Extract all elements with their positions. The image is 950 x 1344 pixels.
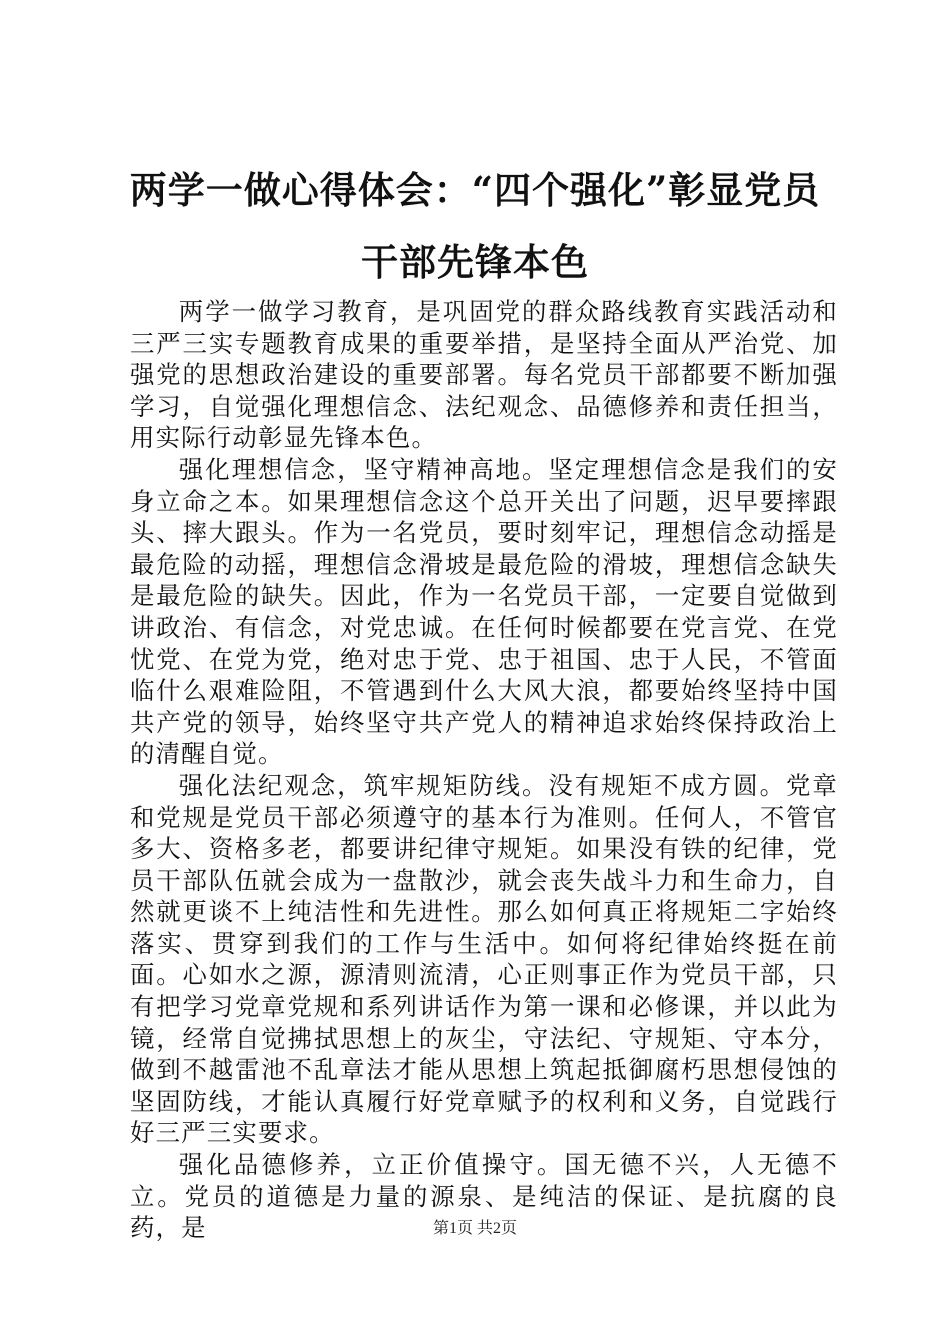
- paragraph: 两学一做学习教育，是巩固党的群众路线教育实践活动和三严三实专题教育成果的重要举措，是坚持全面从严治党、加强党的思想政治建设的重要部署。每名党员干部都要不断加强学习，自觉强化理想信念、法纪观念、品德修养和责任担当，用实际行动彰显先锋本色。: [130, 297, 838, 453]
- document-body: [130, 296, 838, 1244]
- paragraph: 强化法纪观念，筑牢规矩防线。没有规矩不成方圆。党章和党规是党员干部必须遵守的基本行为准则。任何人，不管官多大、资格多老，都要讲纪律守规矩。如果没有铁的纪律，党员干部队伍就会成为一盘散沙，就会丧失战斗力和生命力，自然就更谈不上纯洁性和先进性。那么如何真正将规矩二字始终落实、贯穿到我们的工作与生活中。如何将纪律始终挺在前面。心如水之源，源清则流清，心正则事正作为党员干部，只有把学习党章党规和系列讲话作为第一课和必修课，并以此为镜，经常自觉拂拭思想上的灰尘，守法纪、守规矩、守本分，做到不越雷池不乱章法才能从思想上筑起抵御腐朽思想侵蚀的坚固防线，才能认真履行好党章赋予的权利和义务，自觉践行好三严三实要求。: [130, 770, 838, 1148]
- document-title: 两学一做心得体会：“四个强化”彰显党员干部先锋本色: [129, 168, 821, 284]
- paragraph: 强化品德修养，立正价值操守。国无德不兴，人无德不立。党员的道德是力量的源泉、是纯洁的保证、是抗腐的良药，是: [130, 1150, 838, 1243]
- paragraph: 强化理想信念，坚守精神高地。坚定理想信念是我们的安身立命之本。如果理想信念这个总开关出了问题，迟早要摔跟头、摔大跟头。作为一名党员，要时刻牢记，理想信念动摇是最危险的动摇，理想信念滑坡是最危险的滑坡，理想信念缺失是最危险的缺失。因此，作为一名党员干部，一定要自觉做到讲政治、有信念，对党忠诚。在任何时候都要在党言党、在党忧党、在党为党，绝对忠于党、忠于祖国、忠于人民，不管面临什么艰难险阻，不管遇到什么大风大浪，都要始终坚持中国共产党的领导，始终坚守共产党人的精神追求始终保持政治上的清醒自觉。: [130, 454, 838, 769]
- page-number-footer: 第1页 共2页: [432, 1220, 517, 1237]
